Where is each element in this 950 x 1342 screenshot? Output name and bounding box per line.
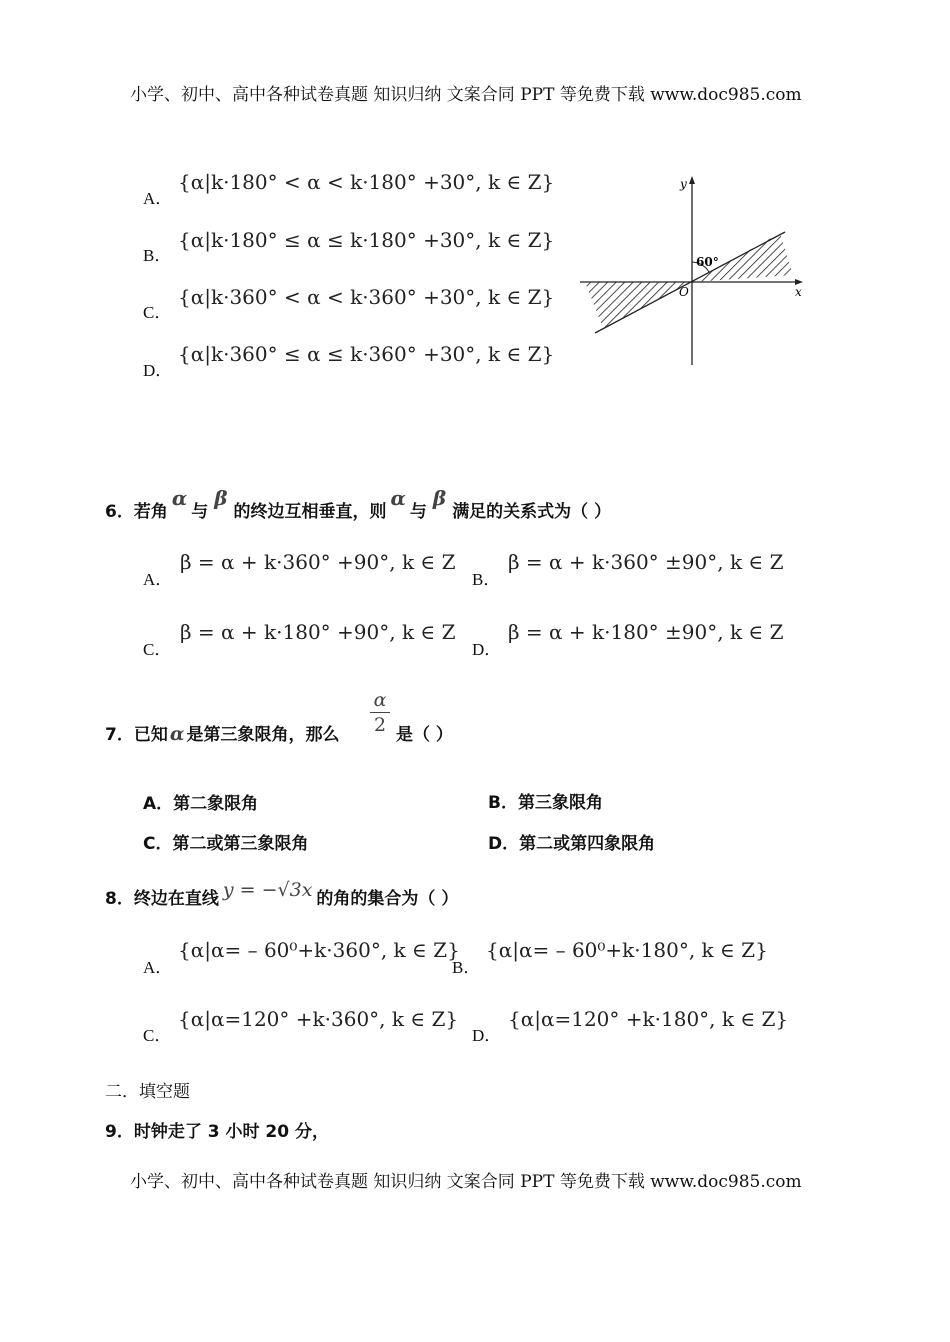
q7-frac-numerator: α bbox=[370, 688, 390, 713]
q7-frac-denominator: 2 bbox=[373, 714, 387, 736]
q6-alpha: α bbox=[171, 486, 188, 510]
q7-number: 7． bbox=[105, 725, 134, 745]
q6-option-b-letter: B． bbox=[472, 570, 501, 589]
q6-option-d-letter: D． bbox=[472, 640, 502, 659]
section-title-fill-in: 二．填空题 bbox=[105, 1082, 190, 1102]
q6-number: 6． bbox=[105, 502, 134, 522]
q8-line-equation: y = −√3x bbox=[222, 879, 313, 901]
q6-option-a-expr: β = α + k·360° +90°, k ∈ Z bbox=[180, 550, 456, 574]
q7-option-c-text: 第二或第三象限角 bbox=[172, 834, 309, 854]
q8-option-a-letter: A． bbox=[143, 958, 173, 977]
q9-number: 9． bbox=[105, 1122, 134, 1142]
q8-number: 8． bbox=[105, 889, 134, 909]
q9-text: 时钟走了 3 小时 20 分， bbox=[133, 1122, 330, 1142]
q6-text-5: 满足的关系式为（ ） bbox=[452, 502, 612, 522]
q5-option-a-expr: {α|k·180° < α < k·180° +30°, k ∈ Z} bbox=[178, 170, 555, 194]
q6-text-3: 的终边互相垂直，则 bbox=[233, 502, 387, 522]
q7-alpha: α bbox=[169, 723, 185, 745]
page-footer: 小学、初中、高中各种试卷真题 知识归纳 文案合同 PPT 等免费下载 www.doc985.com bbox=[130, 1172, 802, 1192]
q5-option-c-letter: C． bbox=[143, 303, 172, 322]
q8-option-a-expr: {α|α= – 60⁰+k·360°, k ∈ Z} bbox=[178, 938, 460, 962]
q8-option-d-expr: {α|α=120° +k·180°, k ∈ Z} bbox=[508, 1007, 789, 1031]
q5-angle-figure bbox=[575, 170, 815, 370]
y-axis-label: y bbox=[680, 177, 687, 191]
q7-stem bbox=[105, 720, 339, 745]
q6-stem bbox=[105, 486, 612, 522]
q7-option-a bbox=[143, 789, 258, 814]
q8-option-b-letter: B． bbox=[452, 958, 481, 977]
shaded-region-lower bbox=[585, 282, 692, 328]
x-axis-label: x bbox=[795, 285, 802, 299]
origin-label: O bbox=[679, 285, 689, 299]
q6-text-1: 若角 bbox=[133, 502, 168, 522]
angle-label: 60° bbox=[696, 255, 719, 269]
q9-stem bbox=[105, 1117, 329, 1142]
q7-text-3: 是（ ） bbox=[396, 725, 453, 745]
q5-option-d-letter: D． bbox=[143, 361, 173, 380]
q8-option-c-expr: {α|α=120° +k·360°, k ∈ Z} bbox=[178, 1007, 459, 1031]
q5-option-c-expr: {α|k·360° < α < k·360° +30°, k ∈ Z} bbox=[178, 285, 555, 309]
q8-text-2: 的角的集合为（ ） bbox=[316, 889, 459, 909]
q7-option-b-text: 第三象限角 bbox=[517, 793, 603, 813]
q6-text-4: 与 bbox=[409, 502, 427, 522]
q6-beta: β bbox=[214, 486, 228, 510]
q7-option-a-letter: A． bbox=[143, 794, 174, 814]
q8-option-d-letter: D． bbox=[472, 1026, 502, 1045]
q6-alpha-2: α bbox=[390, 486, 406, 510]
q6-option-c-letter: C． bbox=[143, 640, 172, 659]
q5-option-b-expr: {α|k·180° ≤ α ≤ k·180° +30°, k ∈ Z} bbox=[178, 228, 555, 252]
q7-option-c-letter: C． bbox=[143, 834, 173, 854]
q7-option-a-text: 第二象限角 bbox=[173, 794, 259, 814]
q6-option-d-expr: β = α + k·180° ±90°, k ∈ Z bbox=[508, 620, 784, 644]
q7-option-d-letter: D． bbox=[488, 834, 520, 854]
page-header: 小学、初中、高中各种试卷真题 知识归纳 文案合同 PPT 等免费下载 www.doc985.com bbox=[130, 85, 802, 105]
q7-option-d-text: 第二或第四象限角 bbox=[519, 834, 656, 854]
q5-option-a-letter: A． bbox=[143, 189, 173, 208]
q7-option-d bbox=[488, 829, 655, 854]
q6-option-c-expr: β = α + k·180° +90°, k ∈ Z bbox=[180, 620, 456, 644]
q5-option-b-letter: B． bbox=[143, 246, 172, 265]
q6-option-b-expr: β = α + k·360° ±90°, k ∈ Z bbox=[508, 550, 784, 574]
q6-beta-2: β bbox=[432, 486, 447, 510]
q6-option-a-letter: A． bbox=[143, 570, 173, 589]
q8-option-c-letter: C． bbox=[143, 1026, 172, 1045]
q7-option-b-letter: B． bbox=[488, 793, 518, 813]
q6-text-2: 与 bbox=[191, 502, 209, 522]
q7-option-c bbox=[143, 829, 308, 854]
q7-fraction bbox=[370, 688, 390, 737]
q7-option-b bbox=[488, 788, 603, 813]
q8-stem bbox=[105, 879, 459, 909]
q5-option-d-expr: {α|k·360° ≤ α ≤ k·360° +30°, k ∈ Z} bbox=[178, 342, 555, 366]
q8-text-1: 终边在直线 bbox=[133, 889, 219, 909]
q8-option-b-expr: {α|α= – 60⁰+k·180°, k ∈ Z} bbox=[486, 938, 768, 962]
q7-text-2: 是第三象限角，那么 bbox=[186, 725, 340, 745]
q7-text-1: 已知 bbox=[133, 725, 168, 745]
